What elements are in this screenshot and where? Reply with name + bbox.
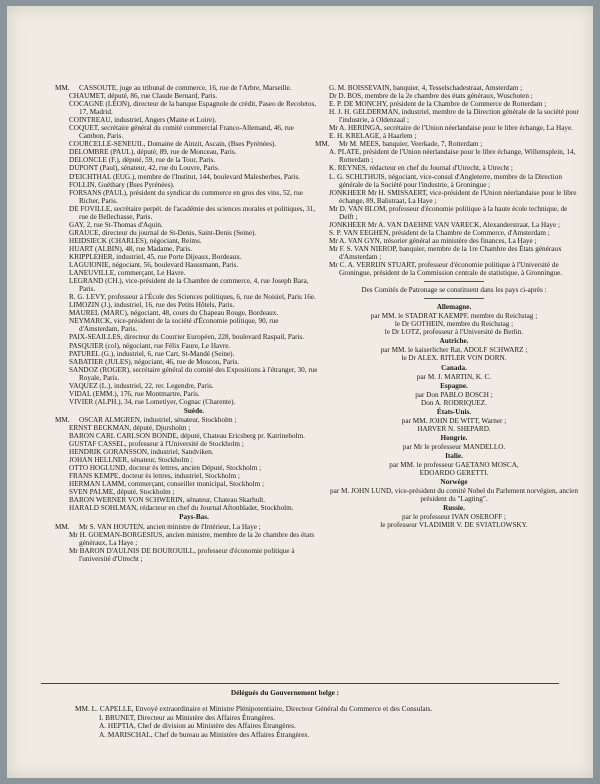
country-heading: Autriche. xyxy=(439,337,469,346)
entry-text: PASQUIER (col), négociant, rue Félix Faure, Le Havre. xyxy=(69,341,231,350)
member-entry xyxy=(69,342,319,350)
member-entry xyxy=(329,237,579,245)
entry-text: GRAUCE, directeur du journal de St-Denis, Saint-Denis (Seine). xyxy=(69,228,257,237)
entry-text: NEYMARCK, vice-président de la société d'Économie politique, 90, rue d'Amsterdam, Paris. xyxy=(69,317,279,334)
member-entry xyxy=(329,261,579,277)
entry-text: GUSTAF CASSEL, professeur à l'Université de Stockholm ; xyxy=(69,440,244,449)
entry-text: G. M. BOISSEVAIN, banquier, 4, Tesselschadestraat, Amsterdam ; xyxy=(329,84,523,92)
patronage-line: par MM. le STADRAT KAEMPF, membre du Reichstag ; xyxy=(370,312,538,321)
entry-text: KRIPPLEHER, industriel, 45, rue Porte Dijeaux, Bordeaux. xyxy=(69,252,242,261)
entry-text: DUPONT (Paul), sénateur, 42, rue du Louvre, Paris. xyxy=(69,164,220,173)
entry-text: Mr A. HERINGA, secrétaire de l'Union néerlandaise pour le libre échange, La Haye. xyxy=(329,124,573,133)
member-entry xyxy=(69,531,319,547)
patronage-line: le professeur VLADIMIR V. DE SVIATLOWSKY. xyxy=(380,521,528,530)
member-entry xyxy=(69,301,319,309)
entry-text: PATUREL (G.), industriel, 6, rue Cart, St-Mandé (Seine). xyxy=(69,349,235,358)
member-entry xyxy=(329,92,579,100)
member-entry xyxy=(69,100,319,116)
entry-text: Mr M. MEES, banquier, Veerkade, 7, Rotterdam ; xyxy=(339,140,483,149)
member-entry xyxy=(69,124,319,140)
entry-text: LAGUIONIE, négociant, 56, boulevard Haussmann, Paris. xyxy=(69,261,239,270)
member-entry xyxy=(329,148,579,164)
member-entry xyxy=(69,472,319,480)
entry-text: COINTREAU, industriel, Angers (Maine et Loire). xyxy=(69,116,217,125)
entry-text: PAIX-SEAILLES, directeur du Courrier Européen, 228, boulevard Raspail, Paris. xyxy=(69,333,305,342)
country-heading: Norwège xyxy=(440,478,468,487)
entry-text: CHAUMET, député, 86, rue Claude Bernard, Paris. xyxy=(69,92,218,101)
entry-text: VIDAL (EMM.), 176, rue Montmartre, Paris. xyxy=(69,389,200,398)
entry-text: VIVIER (ALPH.), 34, rue Lometiyer, Cognac (Charente). xyxy=(69,397,236,406)
member-entry xyxy=(69,390,319,398)
member-entry xyxy=(69,496,319,504)
patronage-line: le Dr ALEX. RITLER VON DORN. xyxy=(401,354,507,363)
country-heading: Pays-Bas. xyxy=(179,513,209,522)
entry-text: A. PLATE, président de l'Union néerlandaise pour le libre échange, Willemsplein, 14, Rotterdam ; xyxy=(329,148,576,165)
member-entry xyxy=(55,415,319,424)
delegate-line: A. MARISCHAL, Chef de bureau au Ministère des Affaires Étrangères. xyxy=(99,729,310,739)
member-entry xyxy=(315,140,579,149)
left-column xyxy=(55,84,319,563)
member-entry xyxy=(69,547,319,563)
entry-text: BARON WERNER VON SCHWERIN, sénateur, Chateau Skarhult. xyxy=(69,496,266,505)
entry-text: SABATIER (JULES), négociant, 46, rue de Moscou, Paris. xyxy=(69,357,240,366)
bottom-divider xyxy=(41,683,559,684)
member-entry xyxy=(69,148,319,156)
delegates-title: Délégués du Gouvernement belge : xyxy=(230,688,340,697)
member-entry xyxy=(329,173,579,189)
member-entry xyxy=(69,350,319,358)
member-entry xyxy=(69,140,319,148)
country-heading: Allemagne. xyxy=(436,303,472,312)
entry-text: JONKHEER Mr H. SMISSAERT, vice-président de l'Union néerlandaise pour le libre échange, 89, Balistraat, La Haye ; xyxy=(329,188,577,205)
member-entry xyxy=(69,164,319,172)
member-entry xyxy=(69,229,319,237)
member-entry xyxy=(55,84,319,92)
patronage-line: HARVER N. SHEPARD. xyxy=(417,424,491,433)
entry-text: FOLLIN, Guéthary (Bses Pyrénées). xyxy=(69,180,175,189)
patronage-line: par MM. le professeur GAETANO MOSCA, xyxy=(389,461,519,470)
member-entry xyxy=(69,269,319,277)
patronage-line: par MM. JOHN DE WITT, Warner ; xyxy=(401,416,507,425)
entry-text: FRANS KEMPE, docteur ès lettres, industriel, Stockholm ; xyxy=(69,472,240,481)
entry-text: SANDOZ (ROGER), secrétaire général du comité des Expositions à l'étranger, 30, rue Royale, Paris. xyxy=(69,365,318,382)
entry-text: HEIDSIECK (CHARLES), négociant, Reims. xyxy=(69,236,202,245)
delegate-line: A. HEPTIA, Chef de division au Ministère des Affaires Étrangères. xyxy=(99,721,296,731)
entry-text: HARALD SOHLMAN, rédacteur en chef du Journal Aftonbladet, Stockholm. xyxy=(69,504,294,513)
member-entry xyxy=(329,189,579,205)
member-entry xyxy=(69,261,319,269)
entry-text: CASSOUTE, juge au tribunal de commerce, 16, rue de l'Arbre, Marseille. xyxy=(79,84,292,92)
patronage-line: Des Comités de Patronage se constituent dans les pays ci-après : xyxy=(361,286,547,295)
entry-text: Mr BARON D'AULNIS DE BOUROUILL, professeur d'économie politique à l'université d'Utrecht ; xyxy=(69,546,295,563)
member-entry xyxy=(69,317,319,333)
member-entry xyxy=(69,245,319,253)
country-heading: Russie. xyxy=(443,504,465,513)
entry-text: S. P. VAN EEGHEN, président de la Chambre de Commerce, d'Amsterdam ; xyxy=(329,228,550,237)
country-heading: États-Unis. xyxy=(436,407,472,416)
member-entry xyxy=(69,432,319,440)
entry-text: DELOMBRE (PAUL), député, 89, rue de Monceau, Paris. xyxy=(69,148,237,157)
member-entry xyxy=(69,358,319,366)
entry-text: VAQUEZ (L.), industriel, 22, rer. Legendre, Paris. xyxy=(69,381,214,390)
right-column xyxy=(315,84,579,530)
member-entry xyxy=(329,205,579,221)
member-entry xyxy=(69,156,319,164)
entry-text: HUART (ALBIN), 48, rue Madame, Paris. xyxy=(69,244,192,253)
entry-text: OTTO HOGLUND, docteur ès lettres, ancien Député, Stockholm ; xyxy=(69,464,262,473)
member-entry xyxy=(69,253,319,261)
entry-text: D'EICHTHAL (EUG.), membre de l'Institut, 144, boulevard Malesherbes, Paris. xyxy=(69,172,301,181)
patronage-line: par Mr le professeur MANDELLO. xyxy=(402,442,506,451)
entry-text: LANEUVILLE, commerçant, Le Havre. xyxy=(69,269,186,278)
member-entry xyxy=(329,245,579,261)
member-entry xyxy=(69,382,319,390)
entry-text: COURCELLE-SENEUIL, Domaine de Ainzit, Ascain, (Bses Pyrénées). xyxy=(69,140,277,149)
member-entry xyxy=(69,456,319,464)
member-entry xyxy=(69,221,319,229)
entry-text: H. J. H. GELDERMAN, industriel, membre de la Direction générale de la société pour l'industrie, à Oldenzaal ; xyxy=(329,108,579,125)
entry-text: DELONCLE (F.), député, 59, rue de la Tour, Paris. xyxy=(69,156,216,165)
member-entry xyxy=(329,132,579,140)
entry-text: Dr D. BOS, membre de la 2e chambre des états généraux, Wuschoten ; xyxy=(329,92,533,101)
entry-text: SVEN PALME, député, Stockholm ; xyxy=(69,488,175,497)
member-entry xyxy=(69,424,319,432)
member-entry xyxy=(329,221,579,229)
member-entry xyxy=(69,181,319,189)
entry-text: OSCAR ALMGREN, industriel, sénateur, Stockholm ; xyxy=(79,415,237,424)
member-entry xyxy=(329,84,579,92)
belgian-delegates-block xyxy=(75,689,565,739)
member-entry xyxy=(69,464,319,472)
patronage-line: par M. J. MARTIN, K. C. xyxy=(416,372,492,381)
member-entry xyxy=(69,205,319,221)
member-entry xyxy=(69,488,319,496)
entry-text: COQUET, secrétaire général du comité commercial Franco-Allemand, 46, rue Cambon, Paris. xyxy=(69,124,294,141)
country-heading: Italie. xyxy=(445,451,463,460)
member-entry xyxy=(69,333,319,341)
delegate-line: MM. L. CAPELLE, Envoyé extraordinaire et Ministre Plénipotentiaire, Directeur Général du Commerce et des Consulats. xyxy=(75,704,433,714)
entry-text: Mr S. VAN HOUTEN, ancien ministre de l'Intérieur, La Haye ; xyxy=(79,522,261,531)
patronage-line: le Dr GOTHEIN, membre du Reichstag ; xyxy=(394,320,514,329)
patronage-line: EDOARDO GERETTI. xyxy=(419,469,489,478)
member-entry xyxy=(69,92,319,100)
entry-text: BARON CARL CARLSON BONDE, député, Chateau Ericsberg pr. Katrineholm. xyxy=(69,432,305,441)
member-entry xyxy=(55,522,319,531)
patronage-line: par Don PABLO BOSCH ; xyxy=(415,390,493,399)
entry-text: LIMOZIN (J.), industriel, 16, rue des Petits Hôtels, Paris. xyxy=(69,301,235,310)
entry-text: HERMAN LAMM, commerçant, conseiller municipal, Stockholm ; xyxy=(69,480,265,489)
entry-text: K. REYNES, rédacteur en chef du Journal d'Utrecht, à Utrecht ; xyxy=(329,164,513,173)
section-rule xyxy=(424,298,484,299)
member-entry xyxy=(69,440,319,448)
entry-text: HENDRIK GORANSSON, industriel, Sandviken. xyxy=(69,448,214,457)
entry-text: GAY, 2, rue St-Thomas d'Aquin. xyxy=(69,220,163,229)
entry-prefix: MM. xyxy=(55,522,70,531)
member-entry xyxy=(329,164,579,172)
entry-text: FORSANS (PAUL), président du syndicat du commerce en gros des vins, 52, rue Richer, Paris. xyxy=(69,188,303,205)
member-entry xyxy=(69,398,319,406)
entry-text: Mr H. GOEMAN-BORGESIUS, ancien ministre, membre de la 2e chambre des états généraux, La Haye ; xyxy=(69,530,315,547)
entry-text: E. P. DE MONCHY, président de la Chambre de Commerce de Rotterdam ; xyxy=(329,100,547,109)
entry-text: LEGRAND (CH.), vice-président de la Chambre de commerce, 4, rue Joseph Bara, Paris. xyxy=(69,277,309,294)
patronage-line: le Dr LOTZ, professeur à l'Université de Berlin. xyxy=(384,328,524,337)
country-heading: Suède. xyxy=(183,406,205,415)
member-entry xyxy=(329,100,579,108)
member-entry xyxy=(329,229,579,237)
entry-text: MAUREL (MARC), négociant, 48, cours du Chapeau Rouge, Bordeaux. xyxy=(69,309,279,318)
delegate-line: I. BRUNET, Directeur au Ministère des Affaires Étrangères. xyxy=(99,712,276,722)
patronage-line: Don A. RODRIQUEZ. xyxy=(421,398,487,407)
entry-text: ERNST BECKMAN, député, Djursholm ; xyxy=(69,423,191,432)
entry-text: Mr D. VAN BLOM, professeur d'économie politique à la haute école technique, de Delft ; xyxy=(329,204,568,221)
country-heading: Hongrie. xyxy=(440,433,468,442)
member-entry xyxy=(69,504,319,512)
member-entry xyxy=(329,108,579,124)
patronage-line: par le professeur IVAN OSEROFF ; xyxy=(402,513,506,522)
member-entry xyxy=(69,277,319,293)
member-entry xyxy=(69,189,319,205)
entry-text: L. G. SCHLTHUIS, négociant, vice-consul d'Angleterre, membre de la Direction générale de la Société pour l'industrie, à Groningue ; xyxy=(329,172,562,189)
entry-text: R. G. LEVY, professeur à l'École des Sciences politiques, 6, rue de Noisiel, Paris 16e. xyxy=(69,293,316,302)
member-entry xyxy=(69,237,319,245)
member-entry xyxy=(69,293,319,301)
entry-text: Mr A. VAN GYN, trésorier général au ministère des finances, La Haye ; xyxy=(329,236,537,245)
entry-text: E. H. KRELAGE, à Haarlem ; xyxy=(329,132,417,141)
entry-text: DE FOVILLE, secrétaire perpét. de l'académie des sciences morales et politiques, 31, rue de Bellechasse, Paris. xyxy=(69,204,316,221)
entry-text: Mr C. A. VERRIJN STUART, professeur d'économie politique à l'Université de Groningue, président de la Commission centrale de statistique, à Gronningue. xyxy=(329,261,563,278)
entry-prefix: MM. xyxy=(55,415,70,424)
member-entry xyxy=(69,173,319,181)
entry-prefix: MM. xyxy=(315,140,330,149)
member-entry xyxy=(69,480,319,488)
member-entry xyxy=(69,116,319,124)
entry-text: Mr F. S. VAN NIEROP, banquier, membre de la 1re Chambre des États généraux d'Amsterdam ; xyxy=(329,244,562,261)
member-entry xyxy=(69,448,319,456)
entry-text: COCAGNE (LÉON), directeur de la banque Espagnole de crédit, Paseo de Recoletos, 17, Madrid. xyxy=(69,100,317,117)
section-rule xyxy=(424,281,484,282)
country-heading: Canada. xyxy=(441,363,467,372)
entry-prefix: MM. xyxy=(55,84,70,92)
member-entry xyxy=(329,124,579,132)
patronage-line: par MM. le kaiserlicher Rat, ADOLF SCHWARZ ; xyxy=(380,346,528,355)
member-entry xyxy=(69,366,319,382)
country-heading: Espagne. xyxy=(440,381,468,390)
patronage-line: par M. JOHN LUND, vice-président du comité Nobel du Parlement norvégien, ancien président du "Lagting". xyxy=(330,487,578,504)
entry-text: JONKHEER Mr A. VAN DAEHNE VAN VARECK, Alexanderstraat, La Haye ; xyxy=(329,220,560,229)
entry-text: JOHAN HELLNER, sénateur, Stockholm ; xyxy=(69,456,193,465)
document-page xyxy=(7,6,593,778)
